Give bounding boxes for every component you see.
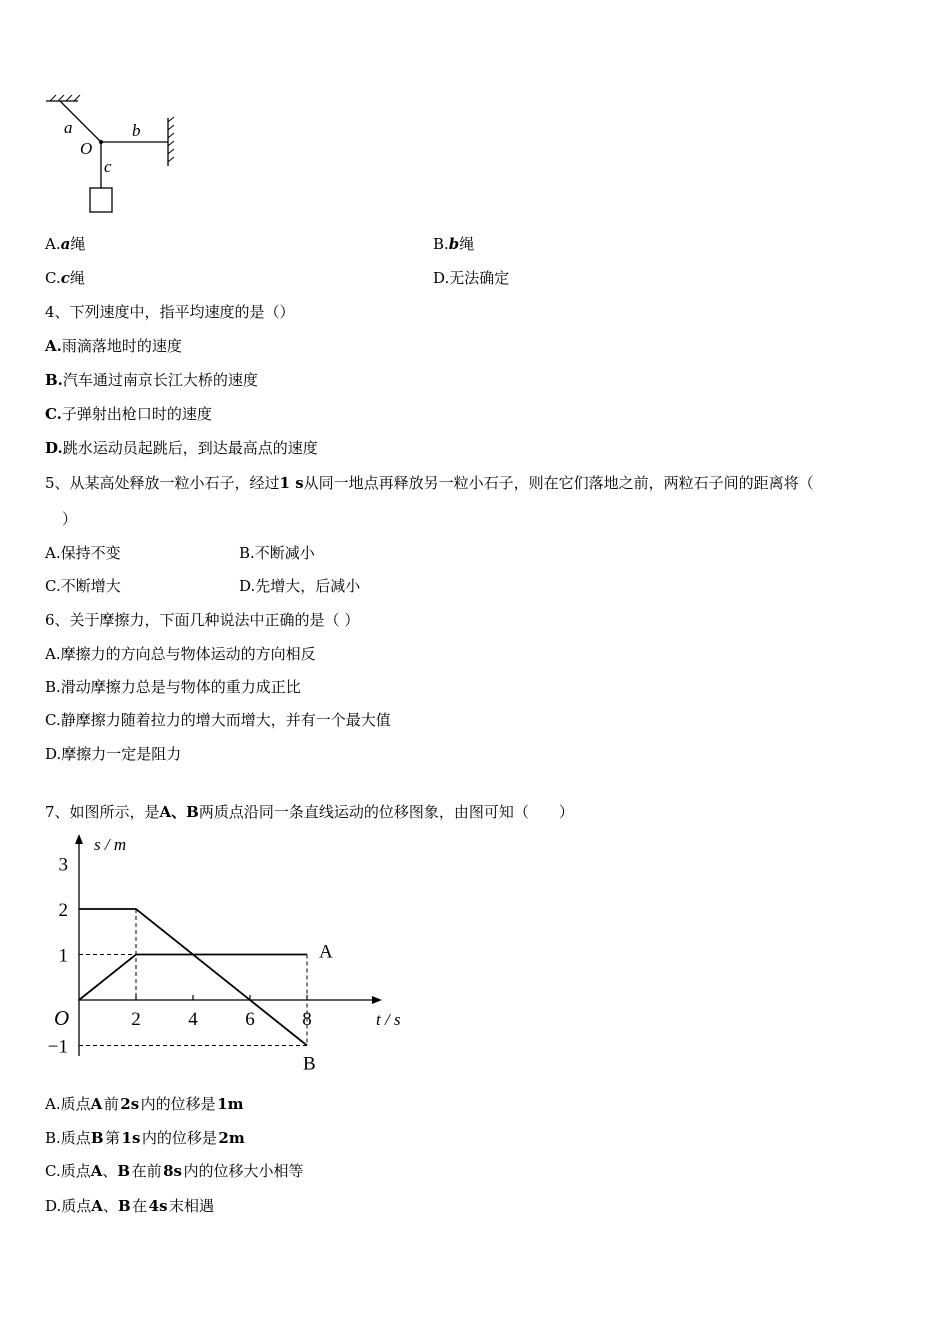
q3-option-a[interactable]: A.a绳 xyxy=(45,235,86,253)
q5-option-a[interactable]: A.保持不变 xyxy=(45,544,121,562)
q6-option-c[interactable]: C.静摩擦力随着拉力的增大而增大，并有一个最大值 xyxy=(45,711,391,729)
q3-option-d[interactable]: D.无法确定 xyxy=(433,269,510,287)
rope-diagram xyxy=(40,92,190,222)
q7-option-c[interactable]: C.质点A、B 在前 8s 内的位移大小相等 xyxy=(45,1162,304,1180)
x-tick-label: 2 xyxy=(131,1009,141,1030)
x-tick-label: 6 xyxy=(245,1009,255,1030)
q5-option-b[interactable]: B.不断减小 xyxy=(239,544,315,562)
label-a: a xyxy=(64,118,73,137)
chart-ylabel: s / m xyxy=(94,835,127,854)
y-tick-label: 1 xyxy=(58,945,68,967)
x-tick-label: 4 xyxy=(188,1009,198,1030)
q6-stem: 6、关于摩擦力，下面几种说法中正确的是（ ） xyxy=(45,611,360,629)
label-o: O xyxy=(80,139,93,158)
y-tick-label: 3 xyxy=(58,854,68,876)
label-c: c xyxy=(104,157,112,176)
q5-stem: 5、从某高处释放一粒小石子，经过1 s从同一地点再释放另一粒小石子，则在它们落地之前，两粒石子间的距离将（ xyxy=(45,474,814,492)
q4-option-a[interactable]: A.雨滴落地时的速度 xyxy=(45,337,182,355)
q5-option-d[interactable]: D.先增大，后减小 xyxy=(239,577,361,595)
x-tick-label: 8 xyxy=(302,1009,312,1030)
series-a-line xyxy=(79,955,307,1001)
chart-xlabel: t / s xyxy=(376,1010,401,1029)
q4-option-c[interactable]: C.子弹射出枪口时的速度 xyxy=(45,405,212,423)
q7-stem: 7、如图所示，是A、B两质点沿同一条直线运动的位移图象，由图可知（ ） xyxy=(45,803,574,821)
series-a-label: A xyxy=(319,941,333,963)
displacement-time-chart xyxy=(40,826,420,1078)
chart-origin-label: O xyxy=(54,1006,70,1030)
q3-option-b[interactable]: B.b绳 xyxy=(433,235,475,253)
q7-option-b[interactable]: B.质点B 第 1s 内的位移是 2m xyxy=(45,1129,245,1147)
label-b: b xyxy=(132,121,141,140)
y-tick-label: −1 xyxy=(47,1036,68,1058)
q4-option-b[interactable]: B.汽车通过南京长江大桥的速度 xyxy=(45,371,258,389)
q3-option-c[interactable]: C.c绳 xyxy=(45,269,85,287)
series-b-label: B xyxy=(303,1053,316,1075)
q6-option-b[interactable]: B.滑动摩擦力总是与物体的重力成正比 xyxy=(45,678,301,696)
y-tick-label: 2 xyxy=(58,900,68,921)
q6-option-d[interactable]: D.摩擦力一定是阻力 xyxy=(45,745,182,763)
q7-option-a[interactable]: A.质点A 前 2s 内的位移是 1m xyxy=(45,1095,244,1113)
q6-option-a[interactable]: A.摩擦力的方向总与物体运动的方向相反 xyxy=(45,645,316,663)
q4-option-d[interactable]: D.跳水运动员起跳后，到达最高点的速度 xyxy=(45,439,318,457)
q7-option-d[interactable]: D.质点A、B 在 4s 末相遇 xyxy=(45,1197,215,1215)
q4-stem: 4、下列速度中，指平均速度的是（） xyxy=(45,303,295,321)
q5-option-c[interactable]: C.不断增大 xyxy=(45,577,121,595)
q5-stem-line2: ） xyxy=(62,510,78,528)
